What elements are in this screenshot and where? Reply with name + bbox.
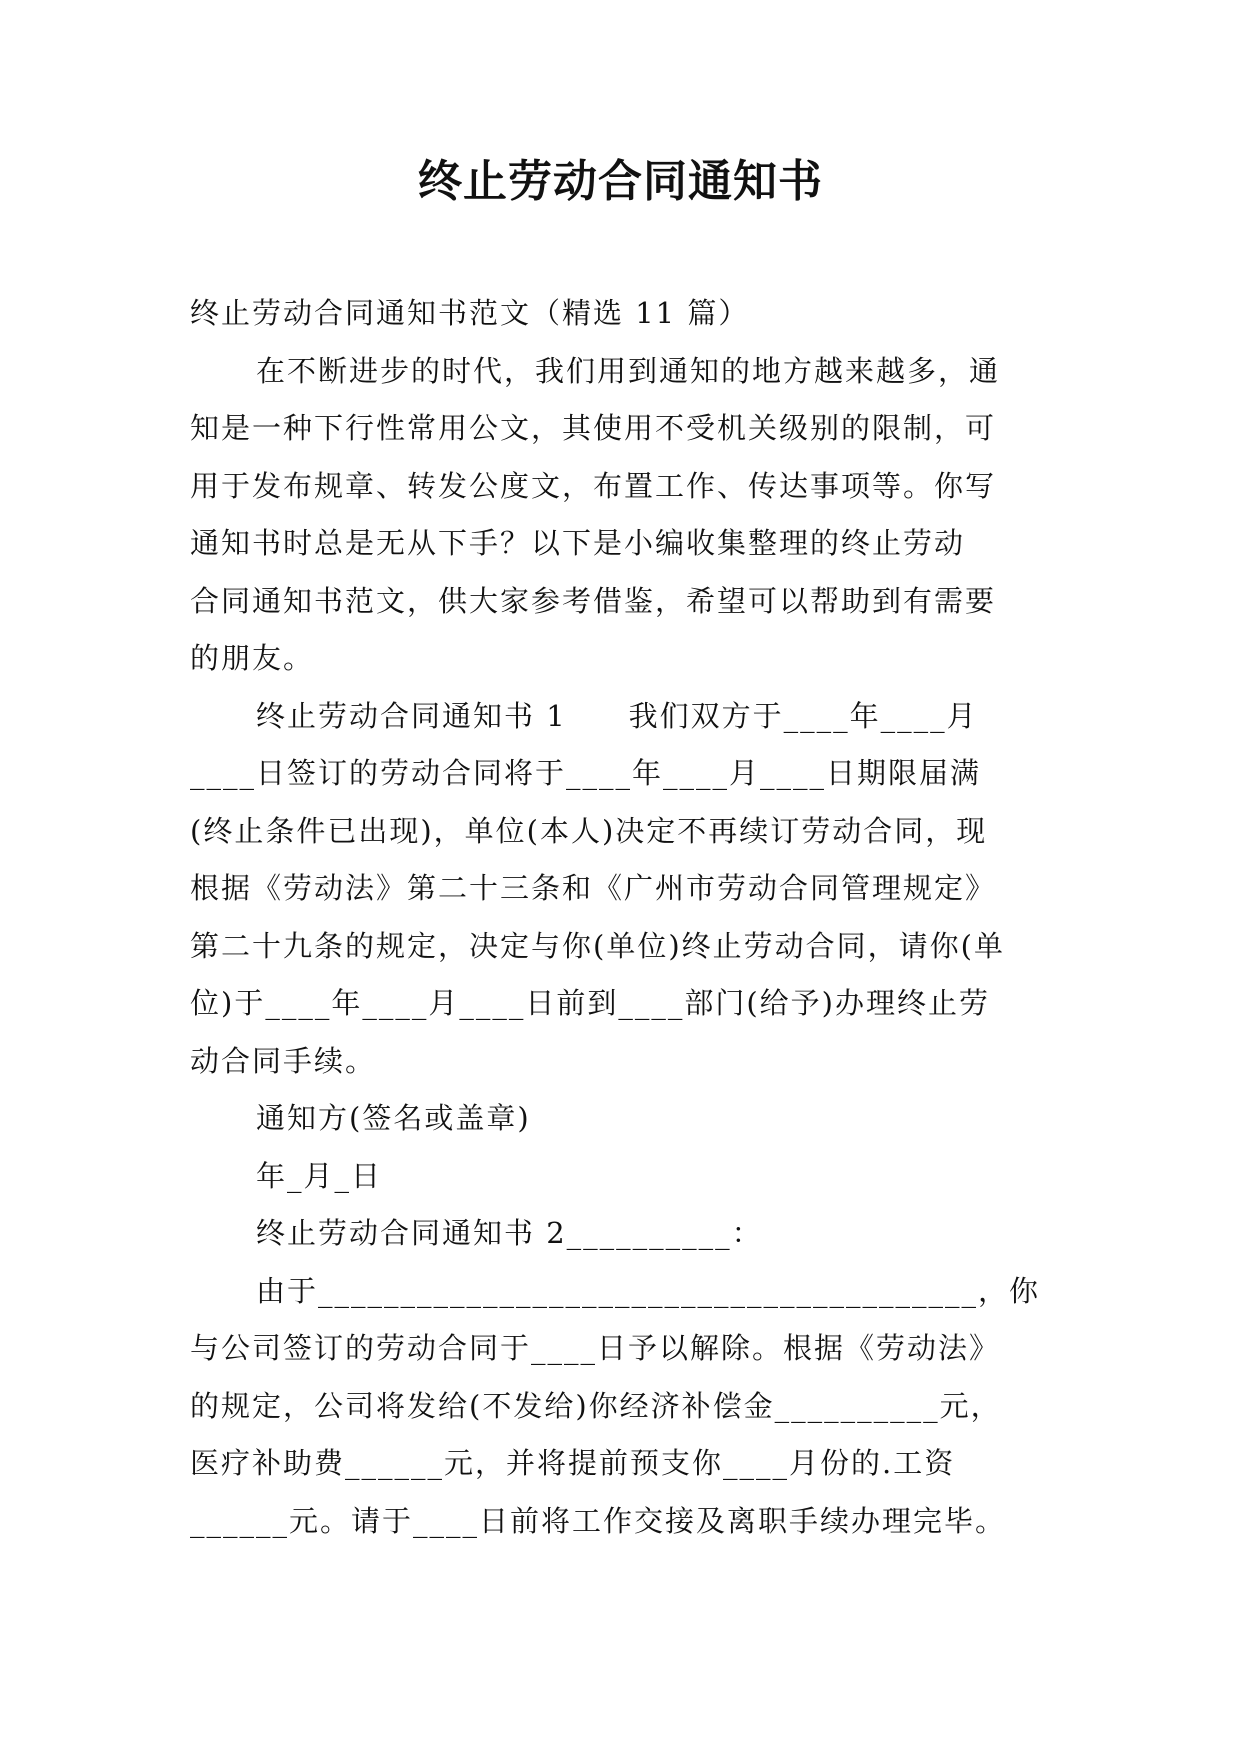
- subtitle-line: 终止劳动合同通知书范文（精选 11 篇）: [190, 296, 750, 330]
- paragraph-line: 位)于____年____月____日前到____部门(给予)办理终止劳: [190, 986, 990, 1020]
- paragraph-line: 终止劳动合同通知书 1 我们双方于____年____月: [256, 698, 978, 733]
- paragraph-line: 根据《劳动法》第二十三条和《广州市劳动合同管理规定》: [190, 871, 997, 905]
- paragraph-line: 在不断进步的时代，我们用到通知的地方越来越多，通: [256, 353, 1001, 388]
- paragraph-line: ____日签订的劳动合同将于____年____月____日期限届满: [190, 756, 982, 790]
- paragraph-line: ______元。请于____日前将工作交接及离职手续办理完毕。: [190, 1503, 1007, 1538]
- paragraph-line: 通知书时总是无从下手？以下是小编收集整理的终止劳动: [190, 526, 966, 560]
- document-body: [190, 285, 1052, 1550]
- paragraph-line: 合同通知书范文，供大家参考借鉴，希望可以帮助到有需要: [190, 583, 997, 618]
- signature-line: 通知方(签名或盖章): [256, 1101, 531, 1135]
- paragraph-line: 第二十九条的规定，决定与你(单位)终止劳动合同，请你(单: [190, 928, 1005, 963]
- paragraph-line: 用于发布规章、转发公度文，布置工作、传达事项等。你写: [190, 468, 997, 503]
- document-title: 终止劳动合同通知书: [418, 156, 823, 207]
- paragraph-line: 的规定，公司将发给(不发给)你经济补偿金__________元，: [190, 1388, 1002, 1423]
- paragraph-line: (终止条件已出现)，单位(本人)决定不再续订劳动合同，现: [190, 813, 988, 848]
- paragraph-line: 与公司签订的劳动合同于____日予以解除。根据《劳动法》: [190, 1331, 1001, 1365]
- date-line: 年_月_日: [256, 1158, 383, 1193]
- paragraph-line: 由于________________________________________，你: [256, 1273, 1041, 1308]
- section-heading: 终止劳动合同通知书 2__________：: [256, 1216, 763, 1250]
- paragraph-line: 医疗补助费______元，并将提前预支你____月份的.工资: [190, 1446, 956, 1480]
- paragraph-line: 的朋友。: [190, 641, 315, 675]
- paragraph-line: 动合同手续。: [190, 1043, 377, 1078]
- paragraph-line: 知是一种下行性常用公文，其使用不受机关级别的限制，可: [190, 411, 997, 445]
